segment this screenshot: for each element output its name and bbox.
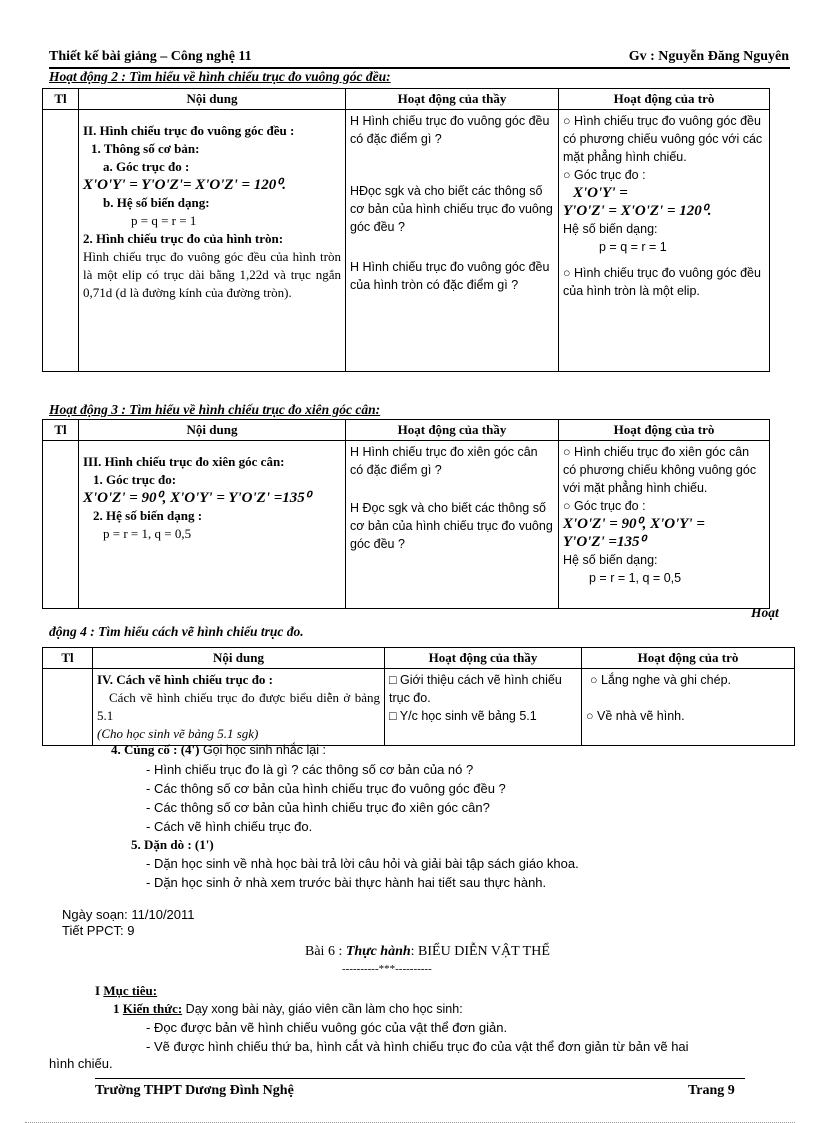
paragraph: Hình chiếu trục đo vuông góc đều của hình tròn là một elip có trục dài bằng 1,22d và trục ngắn 0,71d (d là đường kính của đường tròn). [83, 249, 341, 300]
activity-4-title-a: Hoạt [751, 605, 779, 620]
col-student: Hoạt động của trò [559, 420, 770, 441]
formula: X'O'Y' = [573, 185, 628, 201]
teacher-question: H Hình chiếu trục đo xiên góc cân có đặc điểm gì ? [350, 445, 538, 477]
cung-co-heading: 4. Củng cố : (4') Gọi học sinh nhắc lại : [111, 742, 326, 757]
list-item: - Cách vẽ hình chiếu trục đo. [146, 819, 313, 834]
note: (Cho học sinh vẽ bảng 5.1 sgk) [97, 726, 259, 741]
header-right: Gv : Nguyễn Đăng Nguyên [628, 49, 789, 64]
activity-4-table [42, 647, 795, 746]
col-content: Nội dung [79, 420, 346, 441]
section-heading: 2. Hình chiếu trục đo của hình tròn: [83, 231, 284, 246]
kien-thuc-heading: 1 Kiến thức: Dạy xong bài này, giáo viên cần làm cho học sinh: [113, 1001, 463, 1016]
tiet-ppct: Tiết PPCT: 9 [62, 923, 135, 938]
teacher-cell [346, 441, 559, 609]
teacher-question: □ Y/c học sinh vẽ bảng 5.1 [389, 709, 537, 723]
activity-3-title: Hoạt động 3 : Tìm hiểu về hình chiếu trục đo xiên góc cân: [49, 402, 381, 417]
teacher-question: □ Giới thiệu cách vẽ hình chiếu trục đo. [389, 673, 562, 705]
col-content: Nội dung [79, 89, 346, 110]
content-cell [79, 110, 346, 372]
student-answer: Hệ số biến dạng: [563, 222, 658, 236]
tl-cell [43, 110, 79, 372]
teacher-question: H Hình chiếu trục đo vuông góc đều có đặc điểm gì ? [350, 114, 550, 146]
dan-do-heading: 5. Dặn dò : (1') [131, 837, 214, 852]
section-heading: III. Hình chiếu trục đo xiên góc cân: [83, 454, 285, 469]
col-student: Hoạt động của trò [559, 89, 770, 110]
student-cell [582, 669, 795, 746]
header-left: Thiết kế bài giảng – Công nghệ 11 [49, 49, 252, 64]
coefficient: p = q = r = 1 [599, 240, 667, 254]
list-item: - Vẽ được hình chiếu thứ ba, hình cắt và hình chiếu trục đo của vật thể đơn giản từ bản vẽ hai [146, 1039, 689, 1054]
section-heading: IV. Cách vẽ hình chiếu trục đo : [97, 672, 274, 687]
activity-4-title-b: động 4 : Tìm hiểu cách vẽ hình chiếu trục đo. [49, 624, 304, 639]
footer-right: Trang 9 [688, 1083, 735, 1098]
activity-2-title: Hoạt động 2 : Tìm hiểu về hình chiếu trục đo vuông góc đều: [49, 69, 391, 84]
col-teacher: Hoạt động của thầy [385, 648, 582, 669]
teacher-cell [346, 110, 559, 372]
student-answer: ○ Hình chiếu trục đo vuông góc đều có phương chiếu vuông góc với các mặt phẳng hình chiếu. [563, 114, 763, 164]
student-answer: ○ Lắng nghe và ghi chép. [590, 673, 731, 687]
formula: X'O'Z' = 90⁰, X'O'Y' = Y'O'Z' =135⁰ [83, 490, 311, 506]
teacher-question: H Hình chiếu trục đo vuông góc đều của hình tròn có đặc điểm gì ? [350, 260, 550, 292]
formula: Y'O'Z' = X'O'Z' = 120⁰. [563, 203, 712, 219]
activity-2-table [42, 88, 770, 372]
col-tl: Tl [43, 89, 79, 110]
list-item: - Đọc được bản vẽ hình chiếu vuông góc của vật thể đơn giản. [146, 1020, 508, 1035]
teacher-question: HĐọc sgk và cho biết các thông số cơ bản của hình chiếu trục đo vuông góc đều ? [350, 184, 553, 234]
tl-cell [43, 441, 79, 609]
student-cell [559, 441, 770, 609]
col-tl: Tl [43, 648, 93, 669]
section-heading: II. Hình chiếu trục đo vuông góc đều : [83, 123, 295, 138]
col-teacher: Hoạt động của thầy [346, 420, 559, 441]
col-teacher: Hoạt động của thầy [346, 89, 559, 110]
coefficient: p = r = 1, q = 0,5 [589, 571, 682, 585]
student-answer: ○ Về nhà vẽ hình. [586, 709, 685, 723]
paragraph: Cách vẽ hình chiếu trục đo được biểu diễn ở bảng 5.1 [97, 690, 380, 723]
formula: X'O'Z' = 90⁰, X'O'Y' = [563, 516, 705, 532]
tl-cell [43, 669, 93, 746]
subheading: 1. Thông số cơ bản: [91, 141, 200, 156]
teacher-cell [385, 669, 582, 746]
list-item: - Hình chiếu trục đo là gì ? các thông số cơ bản của nó ? [146, 762, 474, 777]
col-content: Nội dung [93, 648, 385, 669]
student-answer: Hệ số biến dạng: [563, 553, 658, 567]
coefficient: p = q = r = 1 [131, 213, 197, 228]
student-answer: ○ Hình chiếu trục đo vuông góc đều của hình tròn là một elip. [563, 266, 761, 298]
footer-left: Trường THPT Dương Đình Nghệ [95, 1083, 294, 1098]
footer-rule [95, 1078, 745, 1079]
lesson-title: Bài 6 : Thực hành: BIỂU DIỄN VẬT THỂ [305, 944, 550, 959]
subheading: b. Hệ số biến dạng: [103, 195, 210, 210]
formula: X'O'Y' = Y'O'Z'= X'O'Z' = 120⁰. [83, 177, 287, 193]
list-item: - Các thông số cơ bản của hình chiếu trục đo xiên góc cân? [146, 800, 490, 815]
list-item: - Dặn học sinh ở nhà xem trước bài thực hành hai tiết sau thực hành. [146, 875, 547, 890]
formula: Y'O'Z' =135⁰ [563, 534, 646, 550]
ngay-soan: Ngày soạn: 11/10/2011 [62, 907, 195, 922]
list-item-continued: hình chiếu. [49, 1056, 113, 1071]
subheading: a. Góc trục đo : [103, 159, 190, 174]
lesson-divider: ----------***---------- [342, 963, 432, 975]
list-item: - Dặn học sinh về nhà học bài trả lời câu hỏi và giải bài tập sách giáo khoa. [146, 856, 579, 871]
activity-3-table [42, 419, 770, 609]
subheading: 1. Góc trục đo: [93, 472, 177, 487]
coefficient: p = r = 1, q = 0,5 [103, 526, 192, 541]
content-cell [93, 669, 385, 746]
student-answer: ○ Góc trục đo : [563, 499, 646, 513]
col-tl: Tl [43, 420, 79, 441]
student-cell [559, 110, 770, 372]
teacher-question: H Đọc sgk và cho biết các thông số cơ bản của hình chiếu trục đo vuông góc đều ? [350, 501, 553, 551]
muc-tieu-heading: I Mục tiêu: [95, 983, 158, 998]
col-student: Hoạt động của trò [582, 648, 795, 669]
subheading: 2. Hệ số biến dạng : [93, 508, 203, 523]
content-cell [79, 441, 346, 609]
list-item: - Các thông số cơ bản của hình chiếu trục đo vuông góc đều ? [146, 781, 506, 796]
student-answer: ○ Góc trục đo : [563, 168, 646, 182]
student-answer: ○ Hình chiếu trục đo xiên góc cân có phương chiếu không vuông góc với mặt phẳng hình chiếu. [563, 445, 757, 495]
